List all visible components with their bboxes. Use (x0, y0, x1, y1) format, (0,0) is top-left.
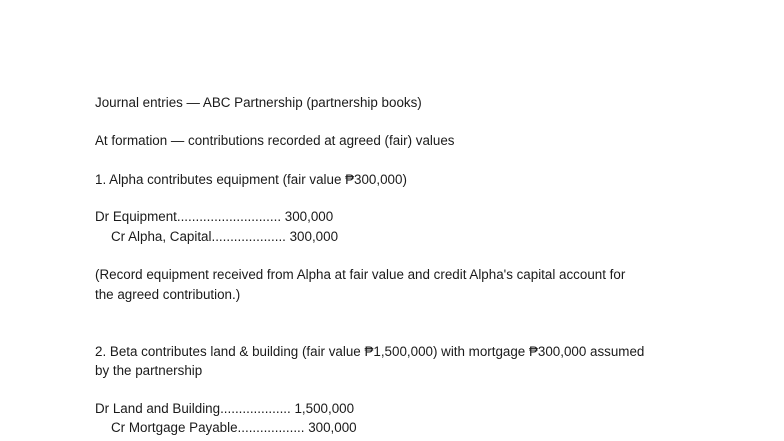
item2-credit-line: Cr Mortgage Payable.................. 300,000 (111, 420, 357, 435)
item2-heading-line1: 2. Beta contributes land & building (fair value ₱1,500,000) with mortgage ₱300,000 assumed (95, 344, 645, 359)
item1-note-line1: (Record equipment received from Alpha at fair value and credit Alpha's capital account for (95, 267, 626, 282)
item1-debit-line: Dr Equipment............................ 300,000 (95, 209, 334, 224)
document-title: Journal entries — ABC Partnership (partnership books) (95, 95, 422, 110)
item2-heading-line2: by the partnership (95, 363, 203, 378)
item1-heading: 1. Alpha contributes equipment (fair value ₱300,000) (95, 172, 407, 187)
item2-debit-line: Dr Land and Building................... 1,500,000 (95, 401, 355, 416)
item1-note-line2: the agreed contribution.) (95, 287, 241, 302)
section-heading: At formation — contributions recorded at agreed (fair) values (95, 133, 455, 148)
item1-credit-line: Cr Alpha, Capital.................... 300,000 (111, 229, 339, 244)
